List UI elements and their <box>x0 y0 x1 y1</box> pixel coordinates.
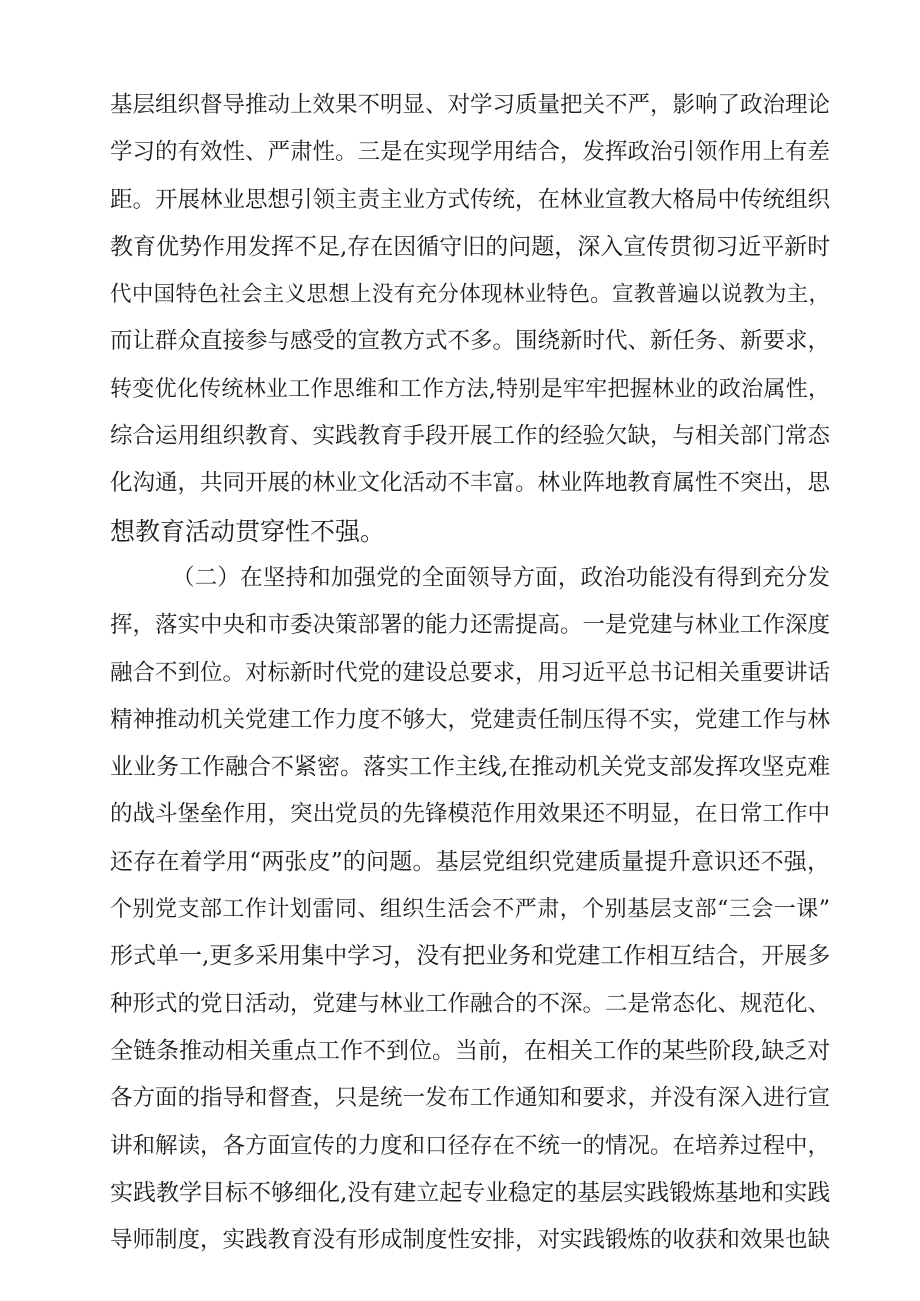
text-line: 基层组织督导推动上效果不明显、对学习质量把关不严，影响了政治理论 <box>110 92 831 118</box>
text-line: 的战斗堡垒作用，突出党员的先锋模范作用效果还不明显，在日常工作中 <box>110 801 831 828</box>
text-line: 还存在着学用“两张皮”的问题。基层党组织党建质量提升意识还不强， <box>110 848 830 875</box>
text-line: 而让群众直接参与感受的宣教方式不多。围绕新时代、新任务、新要求， <box>110 328 831 355</box>
text-line: 各方面的指导和督查，只是统一发布工作通知和要求，并没有深入进行宣 <box>110 1085 831 1112</box>
text-line: 转变优化传统林业工作思维和工作方法,特别是牢牢把握林业的政治属性， <box>110 376 830 402</box>
paragraph-1 <box>110 82 830 555</box>
text-line: 代中国特色社会主义思想上没有充分体现林业特色。宣教普遍以说教为主， <box>110 282 830 308</box>
text-line: 挥，落实中央和市委决策部署的能力还需提高。一是党建与林业工作深度 <box>110 612 831 639</box>
text-line: 学习的有效性、严肃性。三是在实现学用结合，发挥政治引领作用上有差 <box>110 139 831 166</box>
text-line: 化沟通，共同开展的林业文化活动不丰富。林业阵地教育属性不突出，思 <box>110 470 831 497</box>
text-line: 全链条推动相关重点工作不到位。当前，在相关工作的某些阶段,缺乏对 <box>110 1037 831 1064</box>
text-line: 融合不到位。对标新时代党的建设总要求，用习近平总书记相关重要讲话 <box>110 659 831 686</box>
text-line: 距。开展林业思想引领主责主业方式传统，在林业宣教大格局中传统组织 <box>110 186 831 213</box>
paragraph-2 <box>110 555 830 1264</box>
text-line: 导师制度，实践教育没有形成制度性安排，对实践锻炼的收获和效果也缺 <box>110 1227 831 1254</box>
document-body <box>110 82 830 1264</box>
text-line: 种形式的党日活动，党建与林业工作融合的不深。二是常态化、规范化、 <box>110 990 831 1017</box>
text-line: （二）在坚持和加强党的全面领导方面，政治功能没有得到充分发 <box>172 564 830 591</box>
text-line: 想教育活动贯穿性不强。 <box>110 516 386 546</box>
text-line: 实践教学目标不够细化,没有建立起专业稳定的基层实践锻炼基地和实践 <box>110 1179 831 1206</box>
text-line: 讲和解读，各方面宣传的力度和口径存在不统一的情况。在培养过程中， <box>110 1132 831 1159</box>
text-line: 业业务工作融合不紧密。落实工作主线,在推动机关党支部发挥攻坚克难 <box>110 754 831 781</box>
text-line: 个别党支部工作计划雷同、组织生活会不严肃，个别基层支部“三会一课” <box>110 897 830 923</box>
text-line: 教育优势作用发挥不足,存在因循守旧的问题，深入宣传贯彻习近平新时 <box>110 233 831 260</box>
text-line: 综合运用组织教育、实践教育手段开展工作的经验欠缺，与相关部门常态 <box>110 423 831 450</box>
text-line: 形式单一,更多采用集中学习，没有把业务和党建工作相互结合，开展多 <box>110 943 831 970</box>
text-line: 精神推动机关党建工作力度不够大，党建责任制压得不实，党建工作与林 <box>110 706 831 733</box>
